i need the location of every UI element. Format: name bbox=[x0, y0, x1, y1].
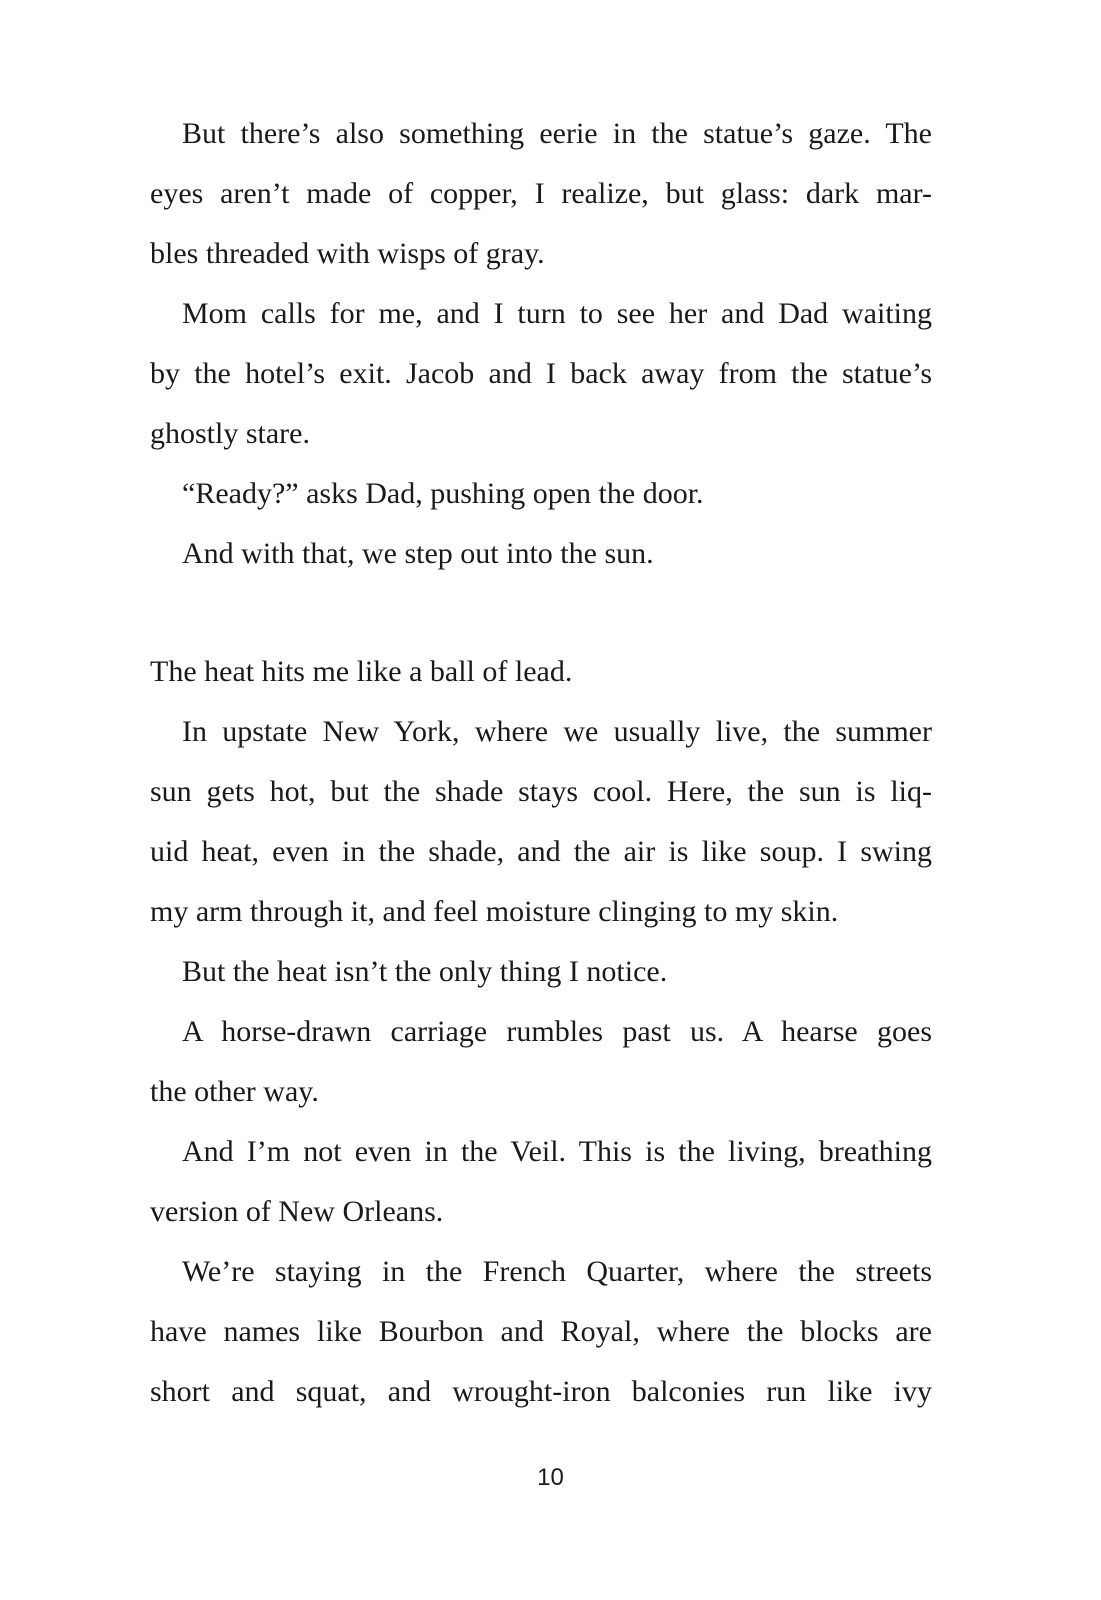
text-line: A horse-drawn carriage rumbles past us. A hearse goes bbox=[182, 1015, 932, 1048]
text-line: uid heat, even in the shade, and the air is like soup. I swing bbox=[150, 835, 932, 868]
section-after-break bbox=[150, 642, 932, 1422]
text-line: short and squat, and wrought-iron balconies run like ivy bbox=[150, 1375, 932, 1408]
paragraph bbox=[150, 642, 932, 702]
paragraph bbox=[150, 464, 932, 524]
text-line: sun gets hot, but the shade stays cool. Here, the sun is liq- bbox=[150, 775, 932, 808]
text-line: ghostly stare. bbox=[150, 417, 310, 450]
text-line: And I’m not even in the Veil. This is the living, breathing bbox=[182, 1135, 932, 1168]
paragraph bbox=[150, 284, 932, 464]
page-number: 10 bbox=[537, 1464, 564, 1491]
text-line: We’re staying in the French Quarter, where the streets bbox=[182, 1255, 932, 1288]
paragraph bbox=[150, 702, 932, 942]
text-line: In upstate New York, where we usually live, the summer bbox=[182, 715, 932, 748]
text-line: The heat hits me like a ball of lead. bbox=[150, 655, 573, 688]
text-line: Mom calls for me, and I turn to see her and Dad waiting bbox=[182, 297, 932, 330]
text-line: by the hotel’s exit. Jacob and I back away from the statue’s bbox=[150, 357, 932, 390]
text-line: And with that, we step out into the sun. bbox=[182, 537, 654, 570]
paragraph bbox=[150, 1242, 932, 1422]
paragraph bbox=[150, 524, 932, 584]
text-line: version of New Orleans. bbox=[150, 1195, 444, 1228]
text-line: bles threaded with wisps of gray. bbox=[150, 237, 545, 270]
text-line: But the heat isn’t the only thing I notice. bbox=[182, 955, 668, 988]
text-line: eyes aren’t made of copper, I realize, but glass: dark mar- bbox=[150, 177, 932, 210]
section-before-break bbox=[150, 104, 932, 584]
text-line: the other way. bbox=[150, 1075, 319, 1108]
text-line: “Ready?” asks Dad, pushing open the door. bbox=[182, 477, 704, 510]
text-line: But there’s also something eerie in the statue’s gaze. The bbox=[182, 117, 932, 150]
paragraph bbox=[150, 1122, 932, 1242]
text-line: my arm through it, and feel moisture clinging to my skin. bbox=[150, 895, 839, 928]
paragraph bbox=[150, 104, 932, 284]
text-line: have names like Bourbon and Royal, where the blocks are bbox=[150, 1315, 932, 1348]
paragraph bbox=[150, 1002, 932, 1122]
paragraph bbox=[150, 942, 932, 1002]
